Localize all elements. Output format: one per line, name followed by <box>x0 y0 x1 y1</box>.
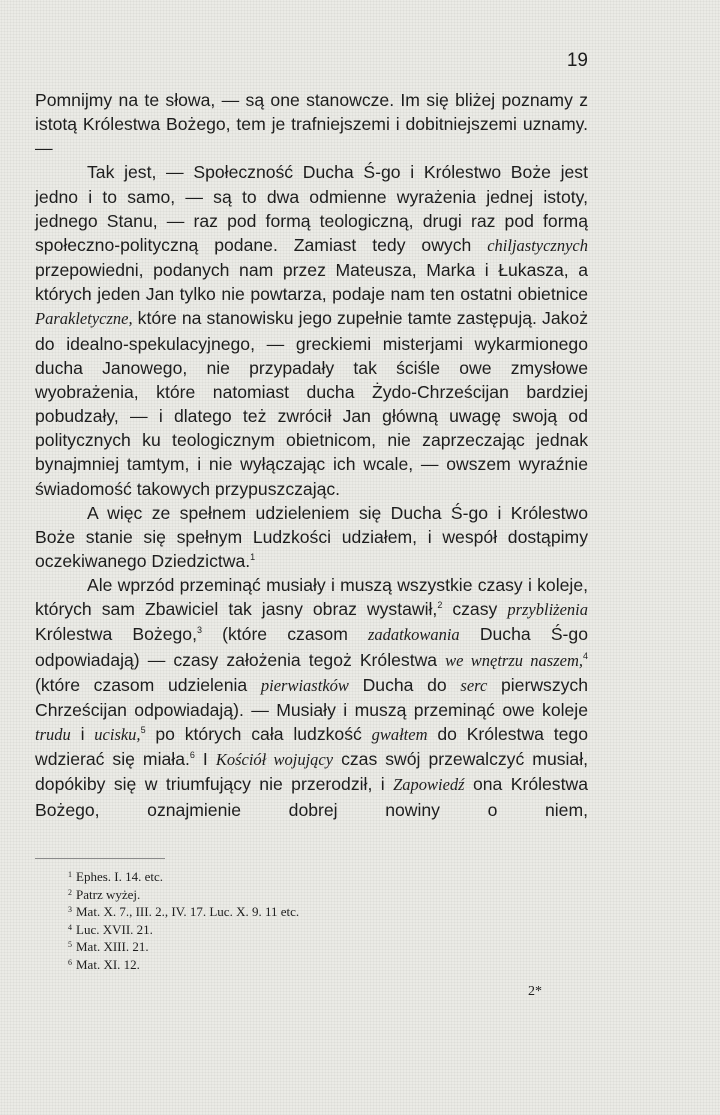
footnote-ref[interactable]: 6 <box>189 750 195 761</box>
footnotes <box>68 868 488 974</box>
footnote-separator <box>35 858 165 859</box>
footnote-number: 1 <box>68 870 72 879</box>
text-run: po których cała ludzkość <box>145 724 372 745</box>
footnote-number: 5 <box>68 940 72 950</box>
paragraph <box>35 501 588 573</box>
footnote <box>68 886 488 904</box>
footnote-text: Mat. XIII. 21. <box>76 939 149 955</box>
footnote <box>68 921 488 939</box>
italic-phrase: trudu <box>35 725 71 745</box>
text-run: Królestwa Bożego, <box>35 624 197 645</box>
footnote-text: Patrz wyżej. <box>76 886 141 902</box>
footnote-text: Mat. X. 7., III. 2., IV. 17. Luc. X. 9. 11 etc. <box>76 904 300 920</box>
footnote-text: Ephes. I. 14. etc. <box>76 869 164 884</box>
text-run: Ducha Ś-go odpowiadają) — czasy założenia tegoż Królestwa <box>35 624 588 670</box>
text-run: Ducha do <box>348 674 461 695</box>
italic-phrase: Parakletyczne, <box>35 309 133 329</box>
footnote-text: Luc. XVII. 21. <box>76 921 153 937</box>
text-run: czas swój przewalczyć musiał, dopókiby się w triumfujący nie przerodził, i <box>35 749 589 795</box>
italic-phrase: przybliżenia <box>507 600 589 620</box>
footnote <box>68 868 488 886</box>
text-run: Ale wprzód przeminąć musiały i muszą wszystkie czasy i koleje, których sam Zbawiciel tak jasny obraz wystawił, <box>35 575 588 620</box>
italic-phrase: we wnętrzu naszem, <box>445 650 583 670</box>
text-run: (które czasom udzielenia <box>35 674 261 695</box>
italic-phrase: zadatkowania <box>368 625 460 645</box>
text-run: ona Królestwa Bożego, oznajmienie dobrej nowiny o niem, <box>35 774 588 820</box>
text-run: A więc ze spełnem udzieleniem się Ducha Ś-go i Królestwo Boże stanie się spełnym Ludzkości udziałem, i wespół dostąpimy oczekiwanego Dziedzictwa. <box>35 502 588 571</box>
italic-phrase: serc <box>460 675 488 695</box>
footnote-ref[interactable]: 2 <box>437 600 443 611</box>
text-run: czasy <box>442 599 508 620</box>
text-run: przepowiedni, podanych nam przez Mateusza, Marka i Łukasza, a których jeden Jan tylko nie powtarza, podaje nam ten ostatni obietnice <box>35 260 588 305</box>
footnote-number: 6 <box>68 957 72 967</box>
footnote <box>68 938 488 956</box>
italic-phrase: Kościół wojujący <box>215 750 334 770</box>
body-text <box>35 88 588 822</box>
paragraph <box>35 88 588 160</box>
italic-phrase: gwałtem <box>371 725 428 745</box>
footnote-ref[interactable]: 5 <box>140 725 146 736</box>
footnote-ref[interactable]: 4 <box>582 650 588 661</box>
footnote-number: 2 <box>68 887 72 897</box>
text-run: do Królestwa tego wdzierać się miała. <box>35 724 588 770</box>
text-run: pierwszych Chrześcijan odpowiadają). — Musiały i muszą przeminąć owe koleje <box>35 674 588 720</box>
text-run: i <box>70 724 95 745</box>
signature-mark: 2* <box>528 984 542 999</box>
footnote-number: 4 <box>68 922 72 932</box>
paragraph <box>35 160 588 500</box>
italic-phrase: chiljastycznych <box>487 235 588 255</box>
footnote-ref[interactable]: 3 <box>196 625 202 636</box>
footnote-number: 3 <box>68 905 72 915</box>
italic-phrase: pierwiastków <box>260 675 349 695</box>
footnote <box>68 903 488 921</box>
paragraph <box>35 573 588 822</box>
text-run: Pomnijmy na te słowa, — są one stanowcze. Im się bliżej poznamy z istotą Królestwa Bożego, tem je trafniejszemi i dobitniejszemi uznamy. — <box>35 90 588 159</box>
footnote-ref[interactable]: 1 <box>250 551 256 562</box>
text-run: Tak jest, — Społeczność Ducha Ś-go i Królestwo Boże jest jedno i to samo, — są to dwa odmienne wyrażenia jednej istoty, jednego Stanu, — raz pod formą teologiczną, drugi raz pod formą społeczno-polityczną podane. Zamiast tedy owych <box>35 162 588 255</box>
text-run: I <box>194 749 216 770</box>
footnote-text: Mat. XI. 12. <box>76 956 140 972</box>
text-run: (które czasom <box>201 624 368 645</box>
footnote <box>68 956 488 974</box>
page-number: 19 <box>566 50 588 71</box>
italic-phrase: ucisku, <box>94 725 141 745</box>
italic-phrase: Zapowiedź <box>393 775 465 795</box>
text-run: które na stanowisku jego zupełnie tamte zastępują. Jakoż do idealno-spekulacyjnego, — greckiemi misterjami wykarmionego ducha Janowego, nie przypadały tak ściśle owe zmysłowe wyobrażenia, które natomiast ducha Żydo-Chrześcijan bardziej pobudzały, — i dlatego też zwrócił Jan główną uwagę swoją od politycznych ku teologicznym obietnicom, nie zaprzeczając jednak bynajmniej tamtym, i nie wyłączając ich wcale, — owszem wyraźnie świadomość takowych przypuszczając. <box>35 308 588 499</box>
